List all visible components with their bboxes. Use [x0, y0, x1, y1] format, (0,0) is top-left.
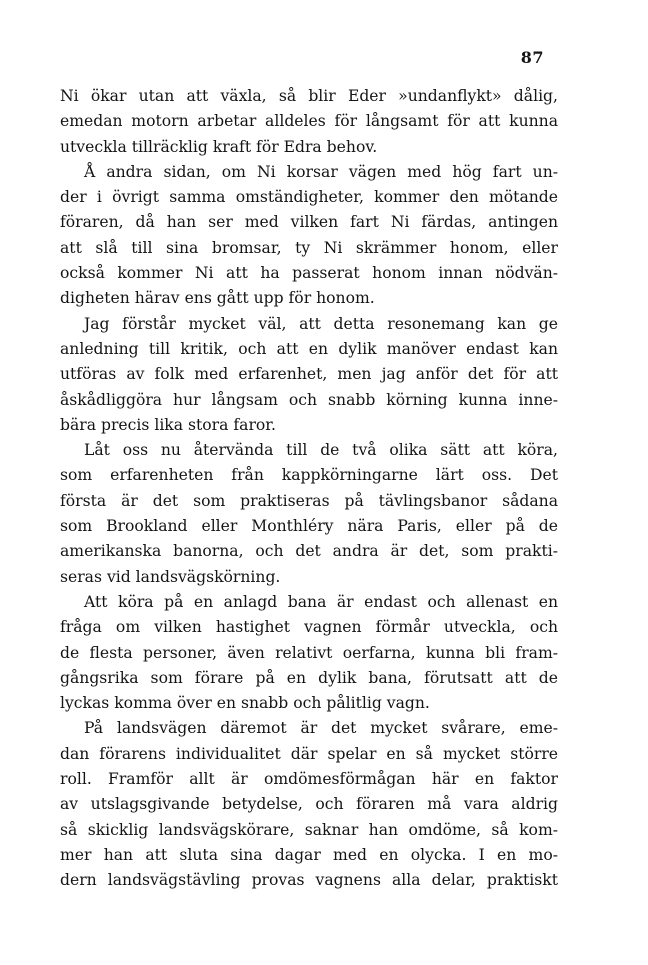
text-line: utföras av folk med erfarenhet, men jag anför det för att [60, 365, 558, 384]
text-line: Att köra på en anlagd bana är endast och allenast en [84, 592, 558, 611]
text-line: lyckas komma över en snabb och pålitlig vagn. [60, 694, 430, 713]
text-line: dern landsvägstävling provas vagnens alla delar, praktiskt [60, 871, 558, 890]
text-line: Jag förstår mycket väl, att detta resonemang kan ge [84, 314, 558, 333]
text-line: dan förarens individualitet där spelar en så mycket större [60, 744, 558, 763]
text-line: Å andra sidan, om Ni korsar vägen med hög fart un- [84, 162, 558, 181]
text-line: roll. Framför allt är omdömesförmågan här en faktor [60, 770, 558, 789]
text-line: utveckla tillräcklig kraft för Edra behov. [60, 137, 378, 156]
text-line: Låt oss nu återvända till de två olika sätt att köra, [84, 441, 558, 460]
text-line: seras vid landsvägskörning. [60, 567, 281, 586]
text-line: första är det som praktiseras på tävlingsbanor sådana [60, 491, 558, 510]
text-line: bära precis lika stora faror. [60, 415, 276, 434]
text-line: så skicklig landsvägskörare, saknar han omdöme, så kom- [60, 820, 558, 839]
text-line: der i övrigt samma omständigheter, kommer den mötande [60, 188, 558, 207]
text-line: Ni ökar utan att växla, så blir Eder »undanflykt» dålig, [60, 87, 558, 105]
text-line: att slå till sina bromsar, ty Ni skrämmer honom, eller [60, 238, 558, 257]
page-number: 87 [520, 48, 544, 67]
text-line: På landsvägen däremot är det mycket svårare, eme- [84, 719, 558, 738]
text-line: också kommer Ni att ha passerat honom innan nödvän- [60, 264, 558, 283]
text-line: föraren, då han ser med vilken fart Ni färdas, antingen [60, 213, 558, 232]
text-line: de flesta personer, även relativt oerfarna, kunna bli fram- [60, 643, 558, 662]
text-line: anledning till kritik, och att en dylik manöver endast kan [60, 339, 558, 358]
text-line: av utslagsgivande betydelse, och föraren må vara aldrig [60, 795, 558, 814]
body-text [60, 84, 558, 894]
text-line: digheten härav ens gått upp för honom. [60, 289, 375, 308]
text-line: som Brookland eller Monthléry nära Paris, eller på de [60, 517, 558, 536]
text-line: som erfarenheten från kappkörningarne lärt oss. Det [60, 466, 558, 485]
text-line: amerikanska banorna, och det andra är det, som prakti- [60, 542, 558, 561]
text-line: gångsrika som förare på en dylik bana, förutsatt att de [60, 668, 558, 687]
text-line: åskådliggöra hur långsam och snabb körning kunna inne- [60, 390, 558, 409]
text-line: emedan motorn arbetar alldeles för långsamt för att kunna [60, 112, 558, 131]
text-line: mer han att sluta sina dagar med en olycka. I en mo- [60, 845, 558, 864]
text-line: fråga om vilken hastighet vagnen förmår utveckla, och [60, 618, 558, 637]
